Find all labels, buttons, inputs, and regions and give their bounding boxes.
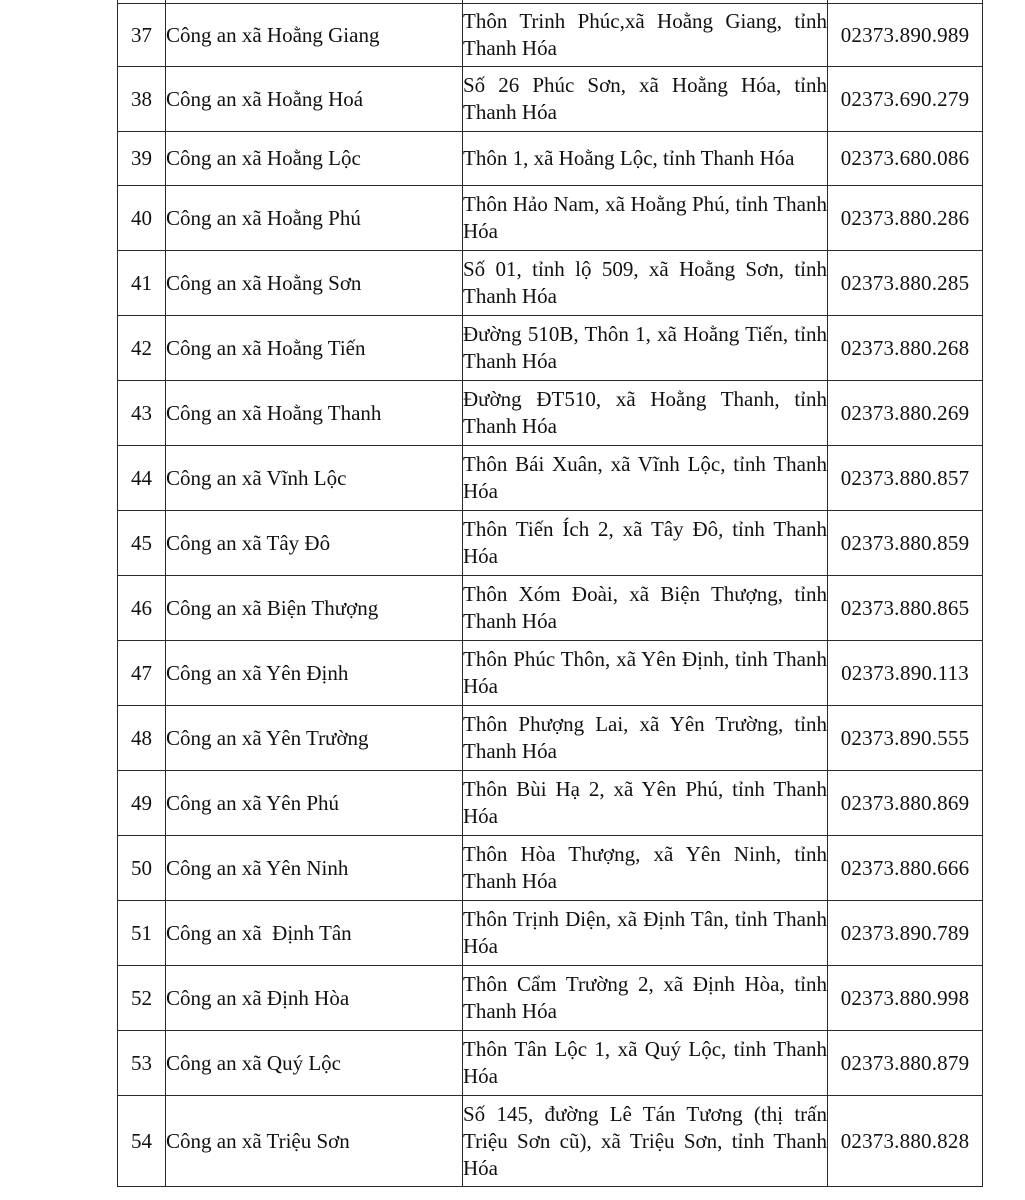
table-row bbox=[118, 446, 983, 511]
station-name: Công an xã Quý Lộc bbox=[166, 1031, 463, 1096]
station-phone: 02373.880.865 bbox=[828, 576, 983, 641]
station-name: Công an xã Tây Đô bbox=[166, 511, 463, 576]
station-phone: 02373.880.286 bbox=[828, 186, 983, 251]
row-number: 54 bbox=[118, 1096, 166, 1187]
row-number: 52 bbox=[118, 966, 166, 1031]
station-phone: 02373.880.666 bbox=[828, 836, 983, 901]
row-number: 51 bbox=[118, 901, 166, 966]
table-row bbox=[118, 771, 983, 836]
table-row bbox=[118, 4, 983, 67]
table-row bbox=[118, 706, 983, 771]
row-number: 44 bbox=[118, 446, 166, 511]
station-name: Công an xã Hoằng Lộc bbox=[166, 132, 463, 186]
table-row bbox=[118, 67, 983, 132]
station-phone: 02373.890.789 bbox=[828, 901, 983, 966]
station-address: Số 01, tỉnh lộ 509, xã Hoằng Sơn, tỉnh Thanh Hóa bbox=[463, 251, 828, 316]
table-row bbox=[118, 316, 983, 381]
station-address: Thôn Xóm Đoài, xã Biện Thượng, tỉnh Thanh Hóa bbox=[463, 576, 828, 641]
station-phone: 02373.880.857 bbox=[828, 446, 983, 511]
table-row bbox=[118, 641, 983, 706]
row-number: 40 bbox=[118, 186, 166, 251]
station-name: Công an xã Định Tân bbox=[166, 901, 463, 966]
row-number: 50 bbox=[118, 836, 166, 901]
station-name: Công an xã Biện Thượng bbox=[166, 576, 463, 641]
station-phone: 02373.880.269 bbox=[828, 381, 983, 446]
station-address: Thôn Phượng Lai, xã Yên Trường, tỉnh Thanh Hóa bbox=[463, 706, 828, 771]
row-number: 47 bbox=[118, 641, 166, 706]
station-address: Số 145, đường Lê Tán Tương (thị trấn Triệu Sơn cũ), xã Triệu Sơn, tỉnh Thanh Hóa bbox=[463, 1096, 828, 1187]
row-number: 53 bbox=[118, 1031, 166, 1096]
row-number: 39 bbox=[118, 132, 166, 186]
station-address: Thôn Hòa Thượng, xã Yên Ninh, tỉnh Thanh Hóa bbox=[463, 836, 828, 901]
station-address: Thôn Hảo Nam, xã Hoằng Phú, tỉnh Thanh Hóa bbox=[463, 186, 828, 251]
station-name: Công an xã Hoằng Hoá bbox=[166, 67, 463, 132]
station-name: Công an xã Yên Phú bbox=[166, 771, 463, 836]
station-name: Công an xã Hoằng Tiến bbox=[166, 316, 463, 381]
station-name: Công an xã Hoằng Phú bbox=[166, 186, 463, 251]
station-phone: 02373.890.555 bbox=[828, 706, 983, 771]
table-row bbox=[118, 381, 983, 446]
station-phone: 02373.880.268 bbox=[828, 316, 983, 381]
row-number: 43 bbox=[118, 381, 166, 446]
station-phone: 02373.880.869 bbox=[828, 771, 983, 836]
station-name: Công an xã Định Hòa bbox=[166, 966, 463, 1031]
row-number: 37 bbox=[118, 4, 166, 67]
table-row bbox=[118, 1096, 983, 1187]
station-address: Thôn Trinh Phúc,xã Hoằng Giang, tỉnh Thanh Hóa bbox=[463, 4, 828, 67]
table-row bbox=[118, 576, 983, 641]
table-row bbox=[118, 186, 983, 251]
station-address: Thôn Cẩm Trường 2, xã Định Hòa, tỉnh Thanh Hóa bbox=[463, 966, 828, 1031]
row-number: 42 bbox=[118, 316, 166, 381]
table-row bbox=[118, 836, 983, 901]
row-number: 41 bbox=[118, 251, 166, 316]
table-row bbox=[118, 966, 983, 1031]
station-phone: 02373.880.859 bbox=[828, 511, 983, 576]
station-name: Công an xã Yên Định bbox=[166, 641, 463, 706]
station-address: Thôn Phúc Thôn, xã Yên Định, tỉnh Thanh Hóa bbox=[463, 641, 828, 706]
station-name: Công an xã Yên Ninh bbox=[166, 836, 463, 901]
station-address: Số 26 Phúc Sơn, xã Hoằng Hóa, tỉnh Thanh Hóa bbox=[463, 67, 828, 132]
station-address: Thôn Bái Xuân, xã Vĩnh Lộc, tỉnh Thanh Hóa bbox=[463, 446, 828, 511]
station-address: Thôn Tân Lộc 1, xã Quý Lộc, tỉnh Thanh Hóa bbox=[463, 1031, 828, 1096]
station-phone: 02373.880.879 bbox=[828, 1031, 983, 1096]
station-name: Công an xã Yên Trường bbox=[166, 706, 463, 771]
station-name: Công an xã Vĩnh Lộc bbox=[166, 446, 463, 511]
station-phone: 02373.890.989 bbox=[828, 4, 983, 67]
row-number: 38 bbox=[118, 67, 166, 132]
row-number: 48 bbox=[118, 706, 166, 771]
station-phone: 02373.880.998 bbox=[828, 966, 983, 1031]
station-address: Đường ĐT510, xã Hoằng Thanh, tỉnh Thanh Hóa bbox=[463, 381, 828, 446]
row-number: 49 bbox=[118, 771, 166, 836]
station-name: Công an xã Hoằng Thanh bbox=[166, 381, 463, 446]
station-phone: 02373.690.279 bbox=[828, 67, 983, 132]
row-number: 45 bbox=[118, 511, 166, 576]
station-name: Công an xã Triệu Sơn bbox=[166, 1096, 463, 1187]
station-phone: 02373.890.113 bbox=[828, 641, 983, 706]
table-row bbox=[118, 251, 983, 316]
station-phone: 02373.880.828 bbox=[828, 1096, 983, 1187]
table-row bbox=[118, 132, 983, 186]
station-address: Thôn 1, xã Hoằng Lộc, tỉnh Thanh Hóa bbox=[463, 132, 828, 186]
station-address: Thôn Bùi Hạ 2, xã Yên Phú, tỉnh Thanh Hóa bbox=[463, 771, 828, 836]
station-address: Thôn Trịnh Diện, xã Định Tân, tỉnh Thanh Hóa bbox=[463, 901, 828, 966]
station-name: Công an xã Hoằng Sơn bbox=[166, 251, 463, 316]
table-row bbox=[118, 511, 983, 576]
station-address: Đường 510B, Thôn 1, xã Hoằng Tiến, tỉnh Thanh Hóa bbox=[463, 316, 828, 381]
police-station-directory-table bbox=[117, 0, 983, 1187]
station-name: Công an xã Hoằng Giang bbox=[166, 4, 463, 67]
station-address: Thôn Tiến Ích 2, xã Tây Đô, tỉnh Thanh Hóa bbox=[463, 511, 828, 576]
row-number: 46 bbox=[118, 576, 166, 641]
station-phone: 02373.880.285 bbox=[828, 251, 983, 316]
table-row bbox=[118, 1031, 983, 1096]
station-phone: 02373.680.086 bbox=[828, 132, 983, 186]
table-row bbox=[118, 901, 983, 966]
